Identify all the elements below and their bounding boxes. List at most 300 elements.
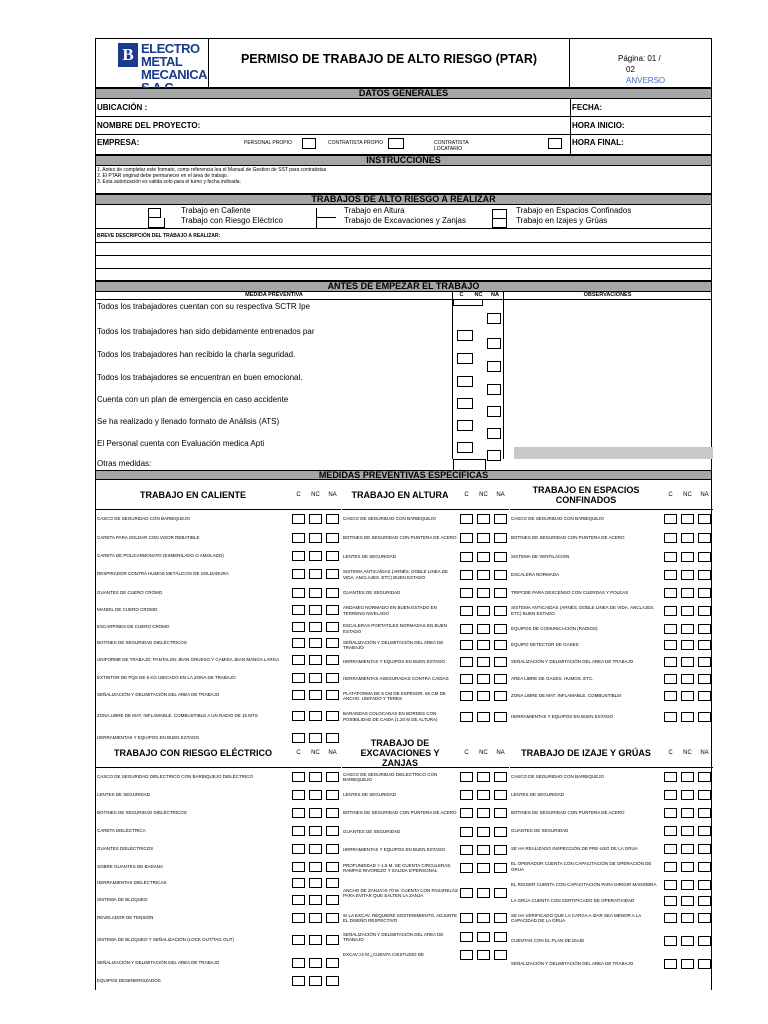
- item-nc-checkbox[interactable]: [681, 936, 694, 946]
- antes-na: [486, 325, 504, 348]
- izaje-option-label: Trabajo en Izajes y Grúas: [516, 216, 608, 225]
- item-c-checkbox[interactable]: [292, 673, 305, 683]
- item-na-checkbox[interactable]: [494, 624, 507, 634]
- item-c-checkbox[interactable]: [292, 514, 305, 524]
- altura-item-checks: [458, 657, 509, 667]
- izaje-checkbox[interactable]: [492, 218, 507, 228]
- item-nc-checkbox[interactable]: [681, 880, 694, 890]
- item-na-checkbox[interactable]: [698, 772, 711, 782]
- item-nc-checkbox[interactable]: [477, 950, 490, 960]
- item-c-checkbox[interactable]: [664, 691, 677, 701]
- antes-observaciones[interactable]: [504, 300, 711, 325]
- item-nc-checkbox[interactable]: [477, 932, 490, 942]
- item-c-checkbox[interactable]: [664, 570, 677, 580]
- item-nc-checkbox[interactable]: [309, 790, 322, 800]
- caliente-checkbox[interactable]: [148, 208, 161, 218]
- item-na-checkbox[interactable]: [698, 880, 711, 890]
- col-c: C: [668, 749, 673, 756]
- item-c-checkbox[interactable]: [292, 569, 305, 579]
- item-nc-checkbox[interactable]: [681, 959, 694, 969]
- antes-c-checkbox[interactable]: [457, 398, 473, 409]
- item-c-checkbox[interactable]: [460, 772, 473, 782]
- item-c-checkbox[interactable]: [460, 863, 473, 873]
- altura-item-checks: [458, 570, 509, 580]
- antes-row: [96, 325, 711, 348]
- item-nc-checkbox[interactable]: [681, 624, 694, 634]
- contratista-propio-checkbox[interactable]: [388, 138, 404, 149]
- antes-observaciones[interactable]: [504, 415, 711, 437]
- item-c-checkbox[interactable]: [664, 936, 677, 946]
- item-c-checkbox[interactable]: [460, 932, 473, 942]
- item-nc-checkbox[interactable]: [477, 674, 490, 684]
- item-c-checkbox[interactable]: [292, 638, 305, 648]
- item-na-checkbox[interactable]: [494, 588, 507, 598]
- item-nc-checkbox[interactable]: [477, 808, 490, 818]
- item-c-checkbox[interactable]: [292, 878, 305, 888]
- item-nc-checkbox[interactable]: [309, 569, 322, 579]
- confinados-item-text: CASCO DE SEGURIDAD CON BARBIQUEJO: [511, 516, 605, 522]
- item-nc-checkbox[interactable]: [309, 935, 322, 945]
- item-nc-checkbox[interactable]: [681, 606, 694, 616]
- item-na-checkbox[interactable]: [326, 690, 339, 700]
- item-na-checkbox[interactable]: [698, 790, 711, 800]
- item-nc-checkbox[interactable]: [309, 895, 322, 905]
- item-c-checkbox[interactable]: [292, 808, 305, 818]
- item-na-checkbox[interactable]: [326, 551, 339, 561]
- item-na-checkbox[interactable]: [494, 863, 507, 873]
- item-na-checkbox[interactable]: [494, 808, 507, 818]
- altura-item-checks: [458, 588, 509, 598]
- antes-observaciones[interactable]: [504, 325, 711, 348]
- item-nc-checkbox[interactable]: [477, 772, 490, 782]
- electrico-item-checks: [290, 862, 341, 872]
- item-c-checkbox[interactable]: [664, 880, 677, 890]
- item-na-checkbox[interactable]: [326, 844, 339, 854]
- item-na-checkbox[interactable]: [326, 976, 339, 986]
- item-na-checkbox[interactable]: [326, 826, 339, 836]
- item-na-checkbox[interactable]: [494, 845, 507, 855]
- row-proyecto: [96, 117, 711, 135]
- item-na-checkbox[interactable]: [326, 958, 339, 968]
- item-na-checkbox[interactable]: [698, 808, 711, 818]
- item-c-checkbox[interactable]: [292, 551, 305, 561]
- item-nc-checkbox[interactable]: [681, 913, 694, 923]
- item-na-checkbox[interactable]: [326, 895, 339, 905]
- confinados-item: [510, 671, 713, 687]
- item-nc-checkbox[interactable]: [309, 878, 322, 888]
- antes-c-checkbox[interactable]: [457, 376, 473, 387]
- antes-observaciones[interactable]: [504, 371, 711, 393]
- altura-item-text: ESCALERAS PORTATILES NORMADAS EN BUEN ESTADO: [343, 623, 448, 634]
- item-na-checkbox[interactable]: [326, 673, 339, 683]
- item-c-checkbox[interactable]: [292, 772, 305, 782]
- item-nc-checkbox[interactable]: [309, 690, 322, 700]
- item-c-checkbox[interactable]: [664, 826, 677, 836]
- confinados-item-text: SISTEMA DE VENTILACIÓN: [511, 553, 570, 559]
- item-na-checkbox[interactable]: [326, 790, 339, 800]
- item-na-checkbox[interactable]: [698, 674, 711, 684]
- item-c-checkbox[interactable]: [460, 588, 473, 598]
- altura-checkbox[interactable]: [316, 208, 336, 218]
- item-nc-checkbox[interactable]: [477, 514, 490, 524]
- electrico-checkbox[interactable]: [148, 218, 165, 228]
- item-nc-checkbox[interactable]: [309, 605, 322, 615]
- item-na-checkbox[interactable]: [698, 533, 711, 543]
- item-na-checkbox[interactable]: [698, 959, 711, 969]
- item-na-checkbox[interactable]: [494, 640, 507, 650]
- item-c-checkbox[interactable]: [460, 624, 473, 634]
- item-nc-checkbox[interactable]: [309, 913, 322, 923]
- item-na-checkbox[interactable]: [698, 896, 711, 906]
- caliente-item: [96, 528, 341, 547]
- antes-c-checkbox[interactable]: [457, 420, 473, 431]
- antes-c-nc: [453, 415, 486, 437]
- item-c-checkbox[interactable]: [664, 862, 677, 872]
- item-na-checkbox[interactable]: [494, 790, 507, 800]
- antes-c-checkbox[interactable]: [453, 300, 483, 306]
- item-nc-checkbox[interactable]: [681, 514, 694, 524]
- item-na-checkbox[interactable]: [494, 950, 507, 960]
- caliente-item: [96, 564, 341, 583]
- item-na-checkbox[interactable]: [698, 712, 711, 722]
- item-c-checkbox[interactable]: [460, 712, 473, 722]
- item-c-checkbox[interactable]: [460, 888, 473, 898]
- item-nc-checkbox[interactable]: [681, 826, 694, 836]
- item-nc-checkbox[interactable]: [681, 790, 694, 800]
- item-c-checkbox[interactable]: [460, 514, 473, 524]
- item-nc-checkbox[interactable]: [309, 514, 322, 524]
- item-nc-checkbox[interactable]: [681, 844, 694, 854]
- item-c-checkbox[interactable]: [664, 959, 677, 969]
- caliente-item-checks: [290, 514, 341, 524]
- item-c-checkbox[interactable]: [460, 552, 473, 562]
- item-nc-checkbox[interactable]: [681, 712, 694, 722]
- item-nc-checkbox[interactable]: [477, 552, 490, 562]
- item-na-checkbox[interactable]: [494, 888, 507, 898]
- item-nc-checkbox[interactable]: [681, 674, 694, 684]
- item-nc-checkbox[interactable]: [477, 657, 490, 667]
- item-nc-checkbox[interactable]: [681, 691, 694, 701]
- item-c-checkbox[interactable]: [664, 808, 677, 818]
- item-c-checkbox[interactable]: [292, 976, 305, 986]
- item-nc-checkbox[interactable]: [477, 640, 490, 650]
- col-c: C: [296, 749, 301, 756]
- item-na-checkbox[interactable]: [326, 588, 339, 598]
- item-nc-checkbox[interactable]: [477, 588, 490, 598]
- item-na-checkbox[interactable]: [494, 691, 507, 701]
- item-na-checkbox[interactable]: [326, 533, 339, 543]
- altura-item-text: HERRAMIENTAS Y EQUIPOS EN BUEN ESTADO: [343, 659, 445, 665]
- item-na-checkbox[interactable]: [494, 772, 507, 782]
- izaje-item-text: SEÑALIZACIÓN Y DELIMITACIÓN DEL AREA DE TRABAJO: [511, 961, 634, 967]
- item-nc-checkbox[interactable]: [681, 552, 694, 562]
- confinados-item-checks: [662, 674, 713, 684]
- excavaciones-checkbox[interactable]: [316, 218, 336, 228]
- item-nc-checkbox[interactable]: [477, 570, 490, 580]
- excavaciones-item: [342, 822, 509, 841]
- confinados-item-text: AREA LIBRE DE GASES. HUMOS. ETC.: [511, 676, 594, 682]
- item-c-checkbox[interactable]: [664, 514, 677, 524]
- excavaciones-item: [342, 878, 509, 908]
- item-c-checkbox[interactable]: [460, 674, 473, 684]
- item-nc-checkbox[interactable]: [309, 772, 322, 782]
- altura-item-text: SEÑALIZACIÓN Y DELIMITACIÓN DEL AREA DE TRABAJO: [343, 639, 444, 650]
- proyecto-label: NOMBRE DEL PROYECTO:: [96, 117, 571, 134]
- item-c-checkbox[interactable]: [460, 790, 473, 800]
- altura-item: [342, 705, 509, 728]
- excavaciones-item-checks: [458, 950, 509, 960]
- altura-item: [342, 620, 509, 637]
- item-na-checkbox[interactable]: [698, 570, 711, 580]
- excavaciones-item-checks: [458, 790, 509, 800]
- item-c-checkbox[interactable]: [460, 913, 473, 923]
- item-na-checkbox[interactable]: [698, 640, 711, 650]
- item-na-checkbox[interactable]: [326, 772, 339, 782]
- item-nc-checkbox[interactable]: [477, 863, 490, 873]
- item-c-checkbox[interactable]: [664, 533, 677, 543]
- item-na-checkbox[interactable]: [698, 826, 711, 836]
- item-nc-checkbox[interactable]: [681, 862, 694, 872]
- item-c-checkbox[interactable]: [460, 691, 473, 701]
- item-na-checkbox[interactable]: [326, 808, 339, 818]
- instruccion-3: 3. Esta autorización es valida solo para el turno y fecha indicada.: [97, 179, 241, 185]
- item-c-checkbox[interactable]: [664, 674, 677, 684]
- altura-item: [342, 565, 509, 584]
- item-na-checkbox[interactable]: [698, 913, 711, 923]
- antes-observaciones[interactable]: [504, 393, 711, 415]
- item-na-checkbox[interactable]: [698, 691, 711, 701]
- item-c-checkbox[interactable]: [292, 790, 305, 800]
- item-nc-checkbox[interactable]: [309, 551, 322, 561]
- confinados-item: [510, 637, 713, 653]
- logo-line1: ELECTRO METAL: [141, 41, 200, 69]
- electrico-item: [96, 821, 341, 840]
- item-c-checkbox[interactable]: [292, 655, 305, 665]
- caliente-item-text: HERRAMIENTAS Y EQUIPOS EN BUEN ESTADO: [97, 735, 199, 741]
- item-nc-checkbox[interactable]: [681, 808, 694, 818]
- item-na-checkbox[interactable]: [326, 638, 339, 648]
- item-c-checkbox[interactable]: [292, 844, 305, 854]
- izaje-item-checks: [662, 772, 713, 782]
- item-na-checkbox[interactable]: [698, 624, 711, 634]
- item-nc-checkbox[interactable]: [309, 976, 322, 986]
- item-na-checkbox[interactable]: [698, 936, 711, 946]
- item-na-checkbox[interactable]: [326, 655, 339, 665]
- item-na-checkbox[interactable]: [326, 622, 339, 632]
- item-c-checkbox[interactable]: [664, 913, 677, 923]
- confinados-item-checks: [662, 712, 713, 722]
- excavaciones-item-text: SEÑALIZACIÓN Y DELIMITACIÓN DEL AREA DE TRABAJO: [343, 931, 444, 942]
- electrico-item: [96, 972, 341, 989]
- item-nc-checkbox[interactable]: [681, 533, 694, 543]
- item-na-checkbox[interactable]: [698, 552, 711, 562]
- antes-na-checkbox[interactable]: [487, 313, 501, 324]
- personal-propio-checkbox[interactable]: [302, 138, 316, 149]
- confinados-item: [510, 705, 713, 728]
- item-nc-checkbox[interactable]: [477, 606, 490, 616]
- item-c-checkbox[interactable]: [460, 640, 473, 650]
- electrico-item-checks: [290, 913, 341, 923]
- item-nc-checkbox[interactable]: [477, 533, 490, 543]
- contratista-locatario-checkbox[interactable]: [548, 138, 562, 149]
- confinados-item-text: BOTINES DE SEGURIDAD CON PUNTERA DE ACERO: [511, 535, 625, 541]
- item-c-checkbox[interactable]: [292, 711, 305, 721]
- item-na-checkbox[interactable]: [494, 674, 507, 684]
- item-na-checkbox[interactable]: [326, 913, 339, 923]
- item-c-checkbox[interactable]: [292, 622, 305, 632]
- item-na-checkbox[interactable]: [698, 514, 711, 524]
- breve-line-2[interactable]: [96, 256, 711, 269]
- izaje-item-checks: [662, 790, 713, 800]
- breve-line-1[interactable]: [96, 243, 711, 256]
- item-nc-checkbox[interactable]: [309, 826, 322, 836]
- item-na-checkbox[interactable]: [494, 712, 507, 722]
- item-c-checkbox[interactable]: [292, 913, 305, 923]
- item-c-checkbox[interactable]: [460, 808, 473, 818]
- item-c-checkbox[interactable]: [664, 552, 677, 562]
- caliente-item-checks: [290, 622, 341, 632]
- item-nc-checkbox[interactable]: [681, 588, 694, 598]
- item-c-checkbox[interactable]: [292, 935, 305, 945]
- item-nc-checkbox[interactable]: [477, 888, 490, 898]
- item-c-checkbox[interactable]: [664, 588, 677, 598]
- item-c-checkbox[interactable]: [664, 772, 677, 782]
- item-nc-checkbox[interactable]: [477, 827, 490, 837]
- altura-item: [342, 584, 509, 601]
- izaje-item: [510, 927, 713, 955]
- item-nc-checkbox[interactable]: [309, 862, 322, 872]
- item-na-checkbox[interactable]: [494, 932, 507, 942]
- item-c-checkbox[interactable]: [292, 533, 305, 543]
- item-nc-checkbox[interactable]: [681, 772, 694, 782]
- item-nc-checkbox[interactable]: [477, 913, 490, 923]
- izaje-item-checks: [662, 913, 713, 923]
- item-na-checkbox[interactable]: [494, 606, 507, 616]
- item-na-checkbox[interactable]: [326, 605, 339, 615]
- item-nc-checkbox[interactable]: [309, 533, 322, 543]
- item-na-checkbox[interactable]: [326, 514, 339, 524]
- item-nc-checkbox[interactable]: [309, 588, 322, 598]
- item-nc-checkbox[interactable]: [681, 657, 694, 667]
- item-nc-checkbox[interactable]: [309, 622, 322, 632]
- item-c-checkbox[interactable]: [460, 533, 473, 543]
- item-c-checkbox[interactable]: [664, 896, 677, 906]
- company-logo: [96, 39, 209, 88]
- item-nc-checkbox[interactable]: [681, 896, 694, 906]
- item-c-checkbox[interactable]: [292, 958, 305, 968]
- item-c-checkbox[interactable]: [292, 826, 305, 836]
- item-c-checkbox[interactable]: [292, 588, 305, 598]
- item-na-checkbox[interactable]: [698, 588, 711, 598]
- confinados-item-checks: [662, 640, 713, 650]
- item-na-checkbox[interactable]: [494, 913, 507, 923]
- altura-item-checks: [458, 674, 509, 684]
- item-na-checkbox[interactable]: [698, 606, 711, 616]
- item-nc-checkbox[interactable]: [309, 655, 322, 665]
- item-c-checkbox[interactable]: [292, 690, 305, 700]
- item-na-checkbox[interactable]: [326, 711, 339, 721]
- item-c-checkbox[interactable]: [460, 827, 473, 837]
- item-c-checkbox[interactable]: [664, 624, 677, 634]
- item-c-checkbox[interactable]: [460, 845, 473, 855]
- breve-line-3[interactable]: [96, 269, 711, 281]
- antes-c-nc: [453, 300, 486, 325]
- item-nc-checkbox[interactable]: [309, 958, 322, 968]
- item-c-checkbox[interactable]: [664, 640, 677, 650]
- otras-checkbox[interactable]: [453, 459, 486, 470]
- item-na-checkbox[interactable]: [326, 935, 339, 945]
- item-na-checkbox[interactable]: [494, 570, 507, 580]
- item-na-checkbox[interactable]: [494, 827, 507, 837]
- izaje-item-checks: [662, 844, 713, 854]
- item-na-checkbox[interactable]: [326, 878, 339, 888]
- item-c-checkbox[interactable]: [292, 895, 305, 905]
- item-nc-checkbox[interactable]: [477, 790, 490, 800]
- antes-row: [96, 393, 711, 415]
- item-nc-checkbox[interactable]: [681, 570, 694, 580]
- altura-item-checks: [458, 606, 509, 616]
- item-nc-checkbox[interactable]: [681, 640, 694, 650]
- item-c-checkbox[interactable]: [460, 606, 473, 616]
- section-caliente: [96, 480, 341, 748]
- form-title: PERMISO DE TRABAJO DE ALTO RIESGO (PTAR): [209, 39, 570, 87]
- item-c-checkbox[interactable]: [664, 606, 677, 616]
- item-nc-checkbox[interactable]: [309, 638, 322, 648]
- item-nc-checkbox[interactable]: [309, 844, 322, 854]
- page-number: 02: [626, 65, 635, 74]
- item-na-checkbox[interactable]: [698, 862, 711, 872]
- confinados-item-checks: [662, 514, 713, 524]
- item-nc-checkbox[interactable]: [309, 711, 322, 721]
- item-c-checkbox[interactable]: [292, 605, 305, 615]
- item-na-checkbox[interactable]: [326, 569, 339, 579]
- item-nc-checkbox[interactable]: [477, 624, 490, 634]
- empresa-label: EMPRESA:: [97, 138, 140, 147]
- item-na-checkbox[interactable]: [494, 657, 507, 667]
- item-nc-checkbox[interactable]: [477, 845, 490, 855]
- item-c-checkbox[interactable]: [664, 657, 677, 667]
- item-na-checkbox[interactable]: [698, 657, 711, 667]
- item-na-checkbox[interactable]: [494, 552, 507, 562]
- item-c-checkbox[interactable]: [460, 570, 473, 580]
- caliente-item: [96, 602, 341, 618]
- item-c-checkbox[interactable]: [460, 657, 473, 667]
- item-na-checkbox[interactable]: [698, 844, 711, 854]
- contratista-propio-label: CONTRATISTA PROPIO: [328, 140, 384, 146]
- item-c-checkbox[interactable]: [664, 790, 677, 800]
- item-c-checkbox[interactable]: [664, 712, 677, 722]
- item-nc-checkbox[interactable]: [309, 673, 322, 683]
- item-c-checkbox[interactable]: [292, 862, 305, 872]
- antes-c-checkbox[interactable]: [457, 442, 473, 453]
- item-nc-checkbox[interactable]: [477, 712, 490, 722]
- item-nc-checkbox[interactable]: [477, 691, 490, 701]
- instruccion-1: 1. Antes de completar este formato, como referencia lea el Manual de Gestion de SST para contratistas: [97, 167, 327, 173]
- antes-c-checkbox[interactable]: [457, 330, 473, 341]
- item-nc-checkbox[interactable]: [309, 808, 322, 818]
- item-c-checkbox[interactable]: [664, 844, 677, 854]
- altura-item-checks: [458, 640, 509, 650]
- item-na-checkbox[interactable]: [494, 514, 507, 524]
- electrico-item-checks: [290, 844, 341, 854]
- item-na-checkbox[interactable]: [326, 862, 339, 872]
- item-na-checkbox[interactable]: [494, 533, 507, 543]
- electrico-item-text: LENTES DE SEGURIDAD: [97, 792, 151, 798]
- confinados-item-checks: [662, 533, 713, 543]
- antes-observaciones[interactable]: [504, 348, 711, 371]
- antes-c-checkbox[interactable]: [457, 353, 473, 364]
- item-c-checkbox[interactable]: [460, 950, 473, 960]
